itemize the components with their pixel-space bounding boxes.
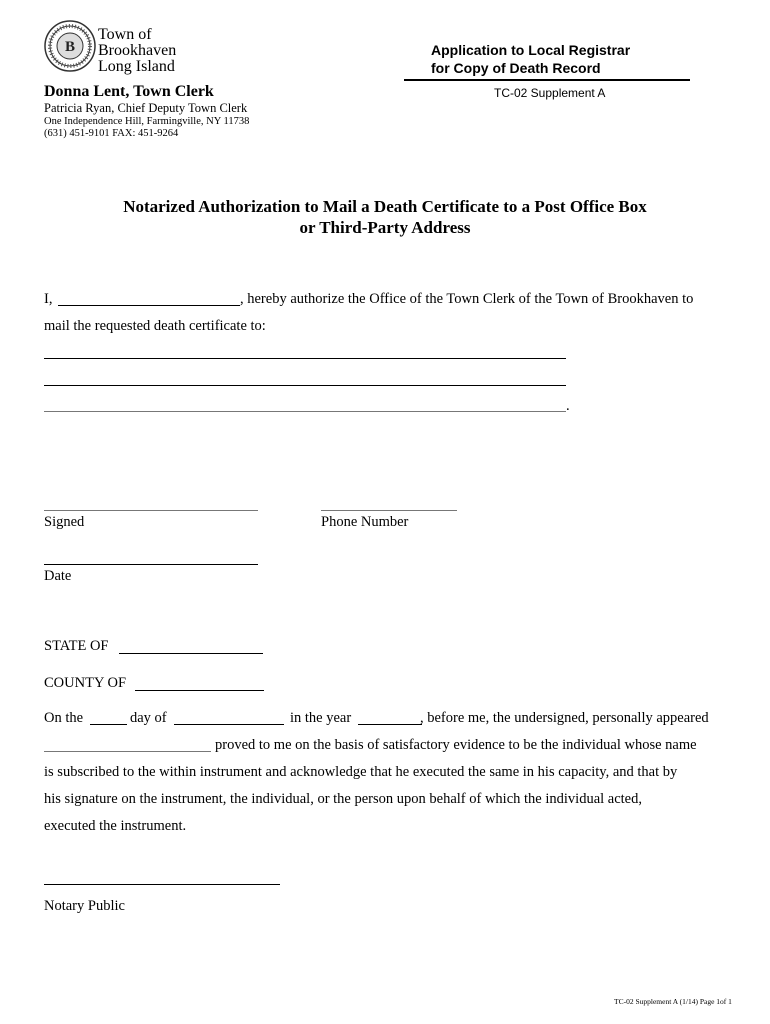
form-code: TC-02 Supplement A: [494, 86, 606, 100]
on-the-label: On the: [44, 710, 84, 726]
signature-field[interactable]: [44, 510, 258, 511]
month-field[interactable]: [174, 724, 284, 725]
notary-signature-field[interactable]: [44, 884, 280, 885]
application-title-line-2: for Copy of Death Record: [431, 60, 601, 76]
appeared-person-field[interactable]: [44, 751, 211, 752]
svg-text:B: B: [64, 39, 76, 55]
notary-text-line-3: is subscribed to the within instrument and acknowledge that he executed the same in his capacity, and that by: [44, 764, 678, 780]
notary-text-line-4: his signature on the instrument, the individual, or the person upon behalf of which the individual acted,: [44, 791, 642, 807]
year-field[interactable]: [358, 724, 422, 725]
document-title-line-1: Notarized Authorization to Mail a Death Certificate to a Post Office Box: [123, 197, 647, 216]
authorization-line-2: mail the requested death certificate to:: [44, 318, 266, 334]
phone-number-label: Phone Number: [321, 514, 409, 530]
notary-public-label: Notary Public: [44, 898, 125, 914]
proved-text: proved to me on the basis of satisfactory evidence to be the individual whose name: [215, 737, 697, 753]
authorizer-name-field[interactable]: [58, 305, 240, 306]
notary-text-line-5: executed the instrument.: [44, 818, 187, 834]
date-field[interactable]: [44, 564, 258, 565]
state-of-label: STATE OF: [44, 638, 109, 654]
authorization-prefix: I,: [44, 291, 53, 307]
day-of-label: day of: [130, 710, 167, 726]
county-of-label: COUNTY OF: [44, 675, 127, 691]
state-field[interactable]: [119, 653, 263, 654]
document-title-line-2: or Third-Party Address: [299, 218, 471, 237]
county-field[interactable]: [135, 690, 264, 691]
town-seal-logo: [44, 20, 96, 72]
office-phone-fax: (631) 451-9101 FAX: 451-9264: [44, 128, 179, 139]
town-name-line-3: Long Island: [98, 58, 175, 75]
authorization-line-1: , hereby authorize the Office of the Town Clerk of the Town of Brookhaven to: [240, 291, 694, 307]
town-name-line-2: Brookhaven: [98, 42, 177, 59]
date-label: Date: [44, 568, 72, 584]
before-me-text: , before me, the undersigned, personally appeared: [420, 710, 709, 726]
header-rule: [404, 79, 690, 81]
phone-number-field[interactable]: [321, 510, 457, 511]
clerk-name: Donna Lent, Town Clerk: [44, 83, 214, 100]
office-address: One Independence Hill, Farmingville, NY 11738: [44, 116, 250, 127]
in-the-year-label: in the year: [290, 710, 352, 726]
deputy-clerk: Patricia Ryan, Chief Deputy Town Clerk: [44, 101, 248, 115]
day-number-field[interactable]: [90, 724, 127, 725]
mailing-address-line-3[interactable]: [44, 411, 566, 412]
application-title-line-1: Application to Local Registrar: [431, 42, 631, 58]
town-name-line-1: Town of: [98, 26, 152, 43]
address-period: .: [566, 398, 570, 414]
footer-page-code: TC-02 Supplement A (1/14) Page 1of 1: [614, 997, 732, 1006]
mailing-address-line-1[interactable]: [44, 358, 566, 359]
mailing-address-line-2[interactable]: [44, 385, 566, 386]
signed-label: Signed: [44, 514, 85, 530]
